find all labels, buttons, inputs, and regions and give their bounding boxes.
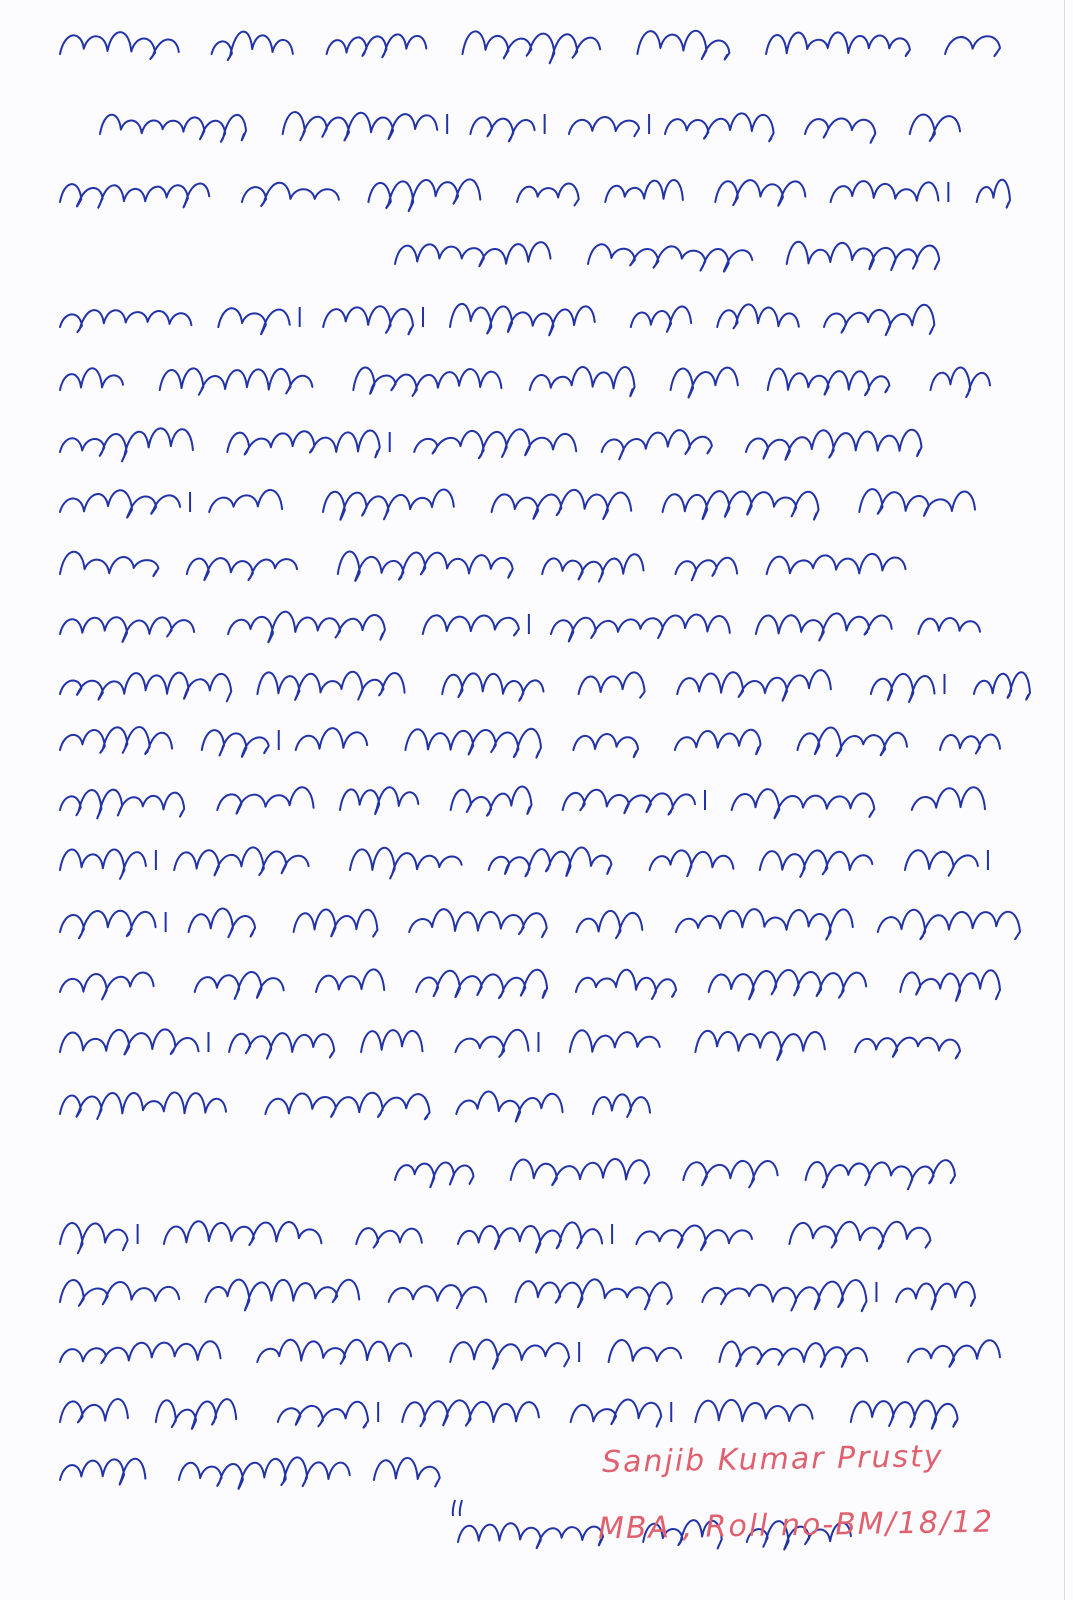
handwritten-word	[60, 1223, 128, 1253]
handwritten-line	[60, 612, 980, 643]
handwritten-word	[60, 1399, 128, 1422]
handwritten-word	[663, 491, 819, 520]
handwritten-word	[767, 554, 906, 574]
handwritten-word	[209, 490, 282, 512]
handwritten-word	[636, 1226, 752, 1251]
handwritten-word	[563, 790, 695, 815]
handwritten-word	[156, 1399, 236, 1429]
handwritten-word	[695, 1031, 824, 1060]
handwritten-word	[60, 428, 193, 461]
handwritten-line	[60, 1457, 440, 1488]
handwritten-line	[60, 1279, 975, 1311]
handwritten-word	[676, 558, 738, 581]
handwritten-word	[806, 1160, 955, 1189]
handwritten-word	[374, 1458, 440, 1487]
handwritten-word	[60, 1280, 179, 1306]
handwritten-word	[458, 1222, 602, 1252]
handwritten-word	[516, 1279, 672, 1309]
handwritten-word	[511, 1159, 650, 1185]
handwritten-word	[195, 972, 284, 999]
handwritten-word	[676, 909, 853, 939]
handwritten-word	[602, 430, 712, 459]
handwritten-word	[570, 1030, 660, 1052]
handwritten-word	[665, 113, 774, 141]
handwritten-word	[60, 184, 209, 208]
handwritten-word	[746, 430, 922, 460]
handwritten-line	[60, 969, 1000, 1001]
handwritten-line	[60, 1092, 650, 1122]
handwritten-word	[316, 969, 384, 992]
handwritten-word	[414, 429, 576, 458]
handwritten-word	[229, 1033, 334, 1059]
handwritten-word	[368, 179, 480, 211]
handwritten-line	[60, 428, 922, 461]
handwritten-word	[60, 673, 231, 702]
handwritten-word	[405, 729, 541, 758]
handwritten-word	[787, 242, 940, 270]
handwritten-word	[760, 850, 873, 876]
handwritten-line	[60, 727, 1000, 758]
handwritten-word	[206, 1280, 360, 1311]
handwritten-word	[60, 368, 123, 390]
handwritten-word	[569, 117, 639, 136]
handwritten-word	[409, 909, 547, 937]
handwritten-word	[492, 490, 632, 519]
handwritten-word	[609, 1340, 682, 1362]
handwritten-word	[217, 787, 313, 813]
handwritten-word	[356, 1228, 422, 1247]
handwritten-word	[164, 1221, 322, 1245]
handwritten-line	[60, 1399, 958, 1429]
handwritten-word	[931, 367, 991, 397]
handwritten-word	[353, 367, 501, 396]
handwritten-word	[265, 1093, 429, 1120]
author-roll-number: MBA , Roll no-BM/18/12	[597, 1504, 995, 1547]
handwritten-line	[60, 31, 1000, 63]
handwritten-word	[283, 112, 438, 140]
handwritten-line	[395, 1159, 955, 1189]
handwritten-word	[456, 1092, 562, 1122]
handwritten-word	[910, 115, 960, 141]
handwritten-word	[542, 554, 643, 581]
handwritten-word	[571, 1400, 662, 1427]
handwritten-line	[60, 847, 988, 878]
handwritten-word	[789, 1222, 930, 1249]
handwritten-word	[60, 1459, 145, 1485]
handwritten-word	[60, 617, 194, 642]
handwritten-word	[323, 490, 454, 520]
handwritten-word	[715, 180, 805, 206]
handwritten-word	[576, 970, 676, 999]
handwritten-word	[593, 1094, 650, 1117]
handwritten-word	[878, 910, 1020, 940]
handwritten-word	[416, 970, 547, 998]
handwritten-word	[720, 1342, 868, 1367]
handwritten-word	[228, 612, 385, 643]
handwritten-word	[327, 34, 427, 57]
handwritten-word	[350, 848, 462, 879]
handwritten-word	[940, 734, 1000, 753]
handwritten-word	[60, 727, 172, 754]
handwritten-word	[60, 1092, 226, 1119]
handwritten-word	[323, 306, 413, 334]
handwritten-word	[389, 1285, 487, 1308]
handwritten-word	[974, 672, 1030, 699]
handwritten-word	[573, 734, 638, 757]
handwriting-lines	[60, 31, 1030, 1550]
handwritten-word	[60, 849, 146, 878]
handwritten-word	[257, 1340, 411, 1364]
handwritten-word	[530, 367, 635, 396]
handwritten-word	[174, 847, 308, 875]
handwritten-word	[896, 1282, 975, 1309]
handwritten-word	[294, 910, 378, 937]
handwritten-word	[179, 1457, 350, 1488]
handwritten-word	[60, 490, 180, 517]
handwritten-word	[60, 790, 184, 819]
handwritten-line	[100, 112, 960, 143]
handwritten-word	[450, 304, 595, 335]
handwritten-word	[675, 730, 761, 754]
handwritten-word	[189, 909, 256, 938]
handwritten-word	[577, 911, 643, 938]
handwritten-word	[489, 847, 612, 876]
handwritten-word	[450, 1340, 569, 1369]
handwritten-line	[60, 551, 906, 581]
handwritten-word	[588, 244, 752, 271]
handwritten-word	[900, 970, 1000, 1001]
handwritten-word	[60, 1341, 221, 1363]
handwritten-word	[463, 31, 601, 63]
handwritten-word	[451, 786, 532, 815]
handwritten-word	[677, 670, 831, 701]
handwritten-word	[60, 911, 156, 939]
handwritten-word	[702, 1280, 866, 1311]
handwritten-word	[423, 615, 519, 635]
handwritten-word	[871, 674, 935, 702]
handwritten-word	[456, 1030, 529, 1057]
quote-mark	[453, 1500, 462, 1516]
handwritten-word	[798, 728, 908, 756]
handwritten-line	[395, 242, 939, 272]
handwritten-word	[905, 850, 978, 876]
handwritten-word	[202, 730, 269, 757]
handwritten-word	[717, 304, 799, 328]
handwritten-line	[60, 670, 1030, 702]
handwritten-word	[855, 1038, 960, 1059]
handwritten-line	[60, 367, 990, 398]
handwritten-word	[579, 672, 645, 697]
handwritten-word	[805, 119, 875, 143]
handwritten-word	[212, 32, 293, 60]
handwritten-word	[631, 306, 691, 331]
handwritten-line	[60, 909, 1020, 940]
handwritten-word	[60, 552, 158, 576]
handwritten-word	[338, 551, 513, 580]
handwritten-word	[945, 36, 1000, 56]
handwritten-word	[831, 181, 939, 202]
handwritten-word	[458, 1523, 603, 1548]
handwritten-word	[709, 970, 867, 999]
handwritten-word	[470, 117, 534, 141]
handwritten-word	[859, 489, 975, 516]
handwritten-word	[851, 1401, 958, 1429]
handwritten-word	[395, 1162, 474, 1187]
handwritten-word	[402, 1400, 539, 1426]
handwritten-word	[296, 728, 368, 750]
handwritten-word	[918, 618, 980, 634]
handwritten-word	[912, 787, 985, 810]
handwritten-word	[60, 32, 179, 59]
handwritten-word	[637, 31, 729, 60]
handwritten-line	[60, 1221, 930, 1253]
handwritten-word	[683, 1161, 777, 1187]
handwritten-word	[187, 558, 297, 580]
handwritten-word	[695, 1400, 812, 1422]
handwritten-word	[517, 183, 579, 205]
handwritten-word	[671, 368, 738, 398]
author-name: Sanjib Kumar Prusty	[601, 1439, 944, 1480]
handwritten-line	[60, 1029, 960, 1060]
handwritten-line	[60, 179, 1010, 211]
handwritten-word	[218, 308, 289, 334]
handwritten-word	[766, 32, 910, 56]
handwritten-word	[908, 1340, 1000, 1367]
handwritten-word	[60, 310, 191, 332]
handwritten-word	[278, 1402, 368, 1428]
handwritten-word	[257, 672, 404, 700]
handwritten-word	[551, 615, 730, 642]
handwritten-word	[100, 115, 246, 142]
handwritten-word	[605, 180, 683, 202]
handwritten-word	[732, 789, 875, 818]
handwritten-word	[824, 305, 934, 335]
handwritten-word	[768, 368, 890, 395]
handwritten-word	[756, 613, 892, 640]
handwritten-word	[227, 430, 379, 457]
handwritten-line	[60, 786, 985, 818]
handwritten-word	[60, 1029, 199, 1054]
handwritten-word	[395, 242, 551, 266]
handwritten-word	[442, 673, 543, 700]
handwritten-line	[60, 489, 975, 520]
handwritten-word	[977, 180, 1010, 208]
handwritten-word	[361, 1030, 422, 1052]
handwritten-line	[60, 1340, 1000, 1369]
handwritten-word	[340, 787, 418, 814]
handwritten-word	[60, 972, 154, 999]
handwritten-word	[242, 183, 339, 206]
handwritten-word	[160, 368, 313, 394]
handwritten-word	[650, 850, 734, 876]
handwritten-line	[60, 304, 934, 335]
